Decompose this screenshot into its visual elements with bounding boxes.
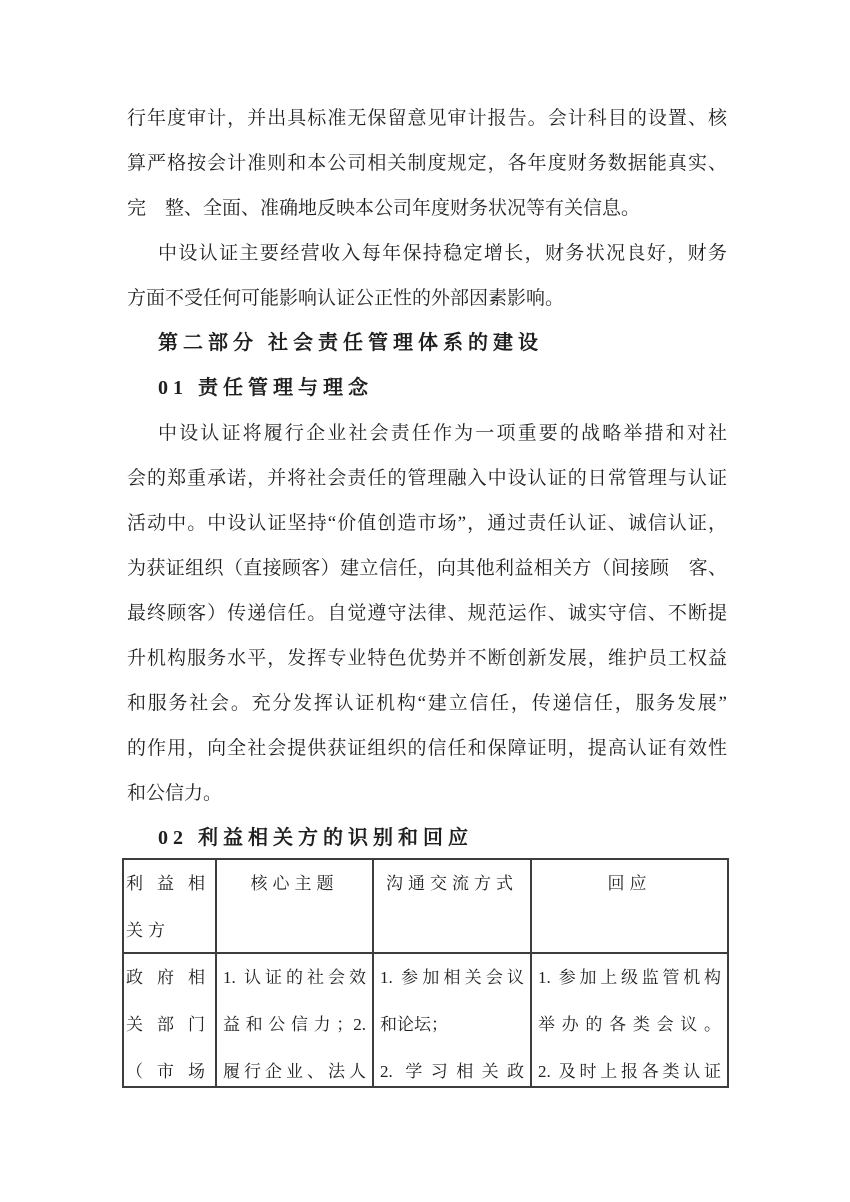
- cell-line: 和论坛；: [380, 1015, 448, 1034]
- cell-line: （市场: [126, 1062, 205, 1081]
- cell-line: 政府相: [126, 968, 205, 987]
- subsection-heading-01: 01 责任管理与理念: [158, 377, 373, 399]
- paragraph-line: 的作用，向全社会提供获证组织的信任和保障证明，提高认证有效性: [127, 738, 727, 759]
- cell-line: 1. 参加相关会议: [380, 968, 524, 987]
- cell-line: 沟通交流方式: [386, 874, 518, 893]
- paragraph-line: 行年度审计，并出具标准无保留意见审计报告。会计科目的设置、核: [127, 108, 727, 129]
- paragraph-line: 中设认证将履行企业社会责任作为一项重要的战略举措和对社: [158, 423, 727, 444]
- paragraph-line: 最终顾客）传递信任。自觉遵守法律、规范运作、诚实守信、不断提: [127, 603, 727, 624]
- paragraph-line: 完 整、全面、准确地反映本公司年度财务状况等有关信息。: [127, 198, 641, 219]
- cell-line: 益和公信力；2.: [223, 1015, 366, 1034]
- table-header-stakeholder: [124, 860, 217, 954]
- cell-line: 2. 学习相关政: [380, 1062, 524, 1081]
- paragraph-line: 算严格按会计准则和本公司相关制度规定，各年度财务数据能真实、: [127, 153, 727, 174]
- cell-line: 2. 及时上报各类认证: [538, 1062, 721, 1081]
- paragraph-line: 为获证组织（直接顾客）建立信任，向其他利益相关方（间接顾 客、: [127, 558, 727, 579]
- stakeholder-table: [122, 858, 729, 1088]
- cell-line: 履行企业、法人: [223, 1062, 366, 1081]
- cell-line: 1. 认证的社会效: [223, 968, 366, 987]
- cell-line: 1. 参加上级监管机构: [538, 968, 721, 987]
- table-cell-response: [532, 954, 727, 1086]
- subsection-heading-02: 02 利益相关方的识别和回应: [158, 827, 473, 849]
- table-header-communication: [374, 860, 532, 954]
- paragraph-line: 活动中。中设认证坚持“价值创造市场”，通过责任认证、诚信认证，: [127, 513, 727, 534]
- paragraph-line: 和公信力。: [127, 783, 223, 804]
- cell-line: 关方: [126, 921, 170, 940]
- table-header-core-topics: [217, 860, 374, 954]
- table-cell-communication: [374, 954, 532, 1086]
- table-cell-stakeholder: [124, 954, 217, 1086]
- paragraph-line: 方面不受任何可能影响认证公正性的外部因素影响。: [127, 288, 565, 309]
- body-text-column: [127, 96, 727, 861]
- cell-line: 利益相: [126, 874, 205, 893]
- paragraph-line: 中设认证主要经营收入每年保持稳定增长，财务状况良好，财务: [158, 243, 727, 264]
- table-cell-core-topics: [217, 954, 374, 1086]
- cell-line: 回应: [607, 874, 652, 893]
- paragraph-line: 会的郑重承诺，并将社会责任的管理融入中设认证的日常管理与认证: [127, 468, 727, 489]
- cell-line: 举办的各类会议。: [538, 1015, 721, 1034]
- cell-line: 核心主题: [250, 874, 339, 893]
- paragraph-line: 升机构服务水平，发挥专业特色优势并不断创新发展，维护员工权益: [127, 648, 727, 669]
- paragraph-line: 和服务社会。充分发挥认证机构“建立信任，传递信任，服务发展”: [127, 693, 727, 714]
- section-heading-part2: 第二部分 社会责任管理体系的建设: [158, 332, 543, 354]
- cell-line: 关部门: [126, 1015, 205, 1034]
- table-header-response: [532, 860, 727, 954]
